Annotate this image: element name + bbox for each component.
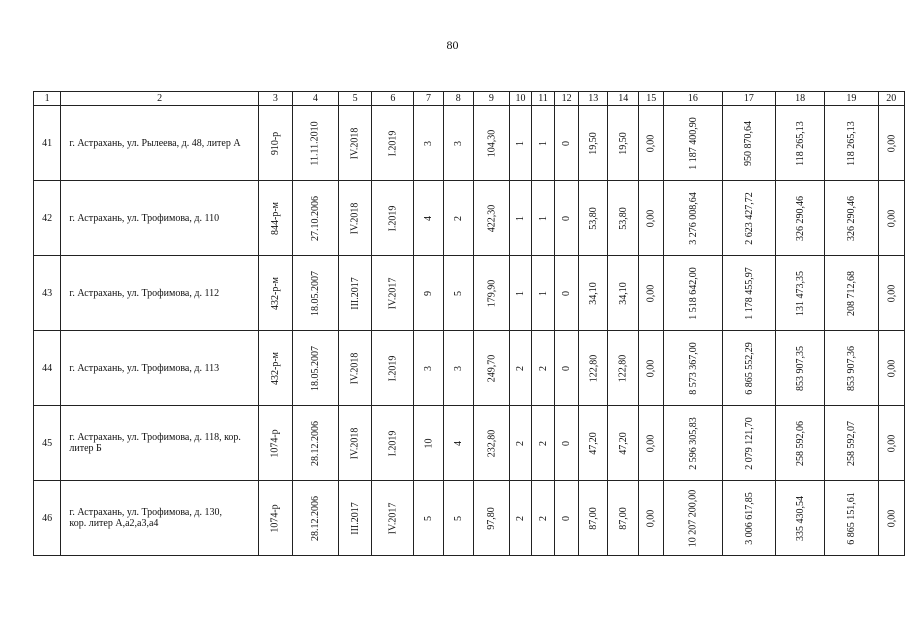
cell-value: 19,50 — [617, 131, 629, 155]
cell-value: III.2017 — [349, 501, 361, 535]
data-table — [33, 91, 905, 556]
cell-c15 — [639, 181, 664, 256]
cell-c18 — [776, 106, 825, 181]
address-cell — [61, 481, 259, 556]
cell-value: 5 — [452, 290, 464, 296]
cell-start — [338, 181, 372, 256]
cell-c7 — [414, 406, 444, 481]
cell-c15 — [639, 406, 664, 481]
cell-date — [292, 481, 338, 556]
cell-value: 2 — [452, 215, 464, 221]
cell-value: IV.2018 — [349, 427, 361, 459]
cell-doc — [258, 406, 292, 481]
cell-value: 3 — [423, 365, 435, 371]
cell-value: 232,80 — [485, 429, 497, 457]
column-header: 20 — [878, 92, 904, 106]
cell-value: 34,10 — [617, 281, 629, 305]
column-header: 11 — [532, 92, 555, 106]
cell-value: 10 207 200,00 — [687, 489, 699, 547]
cell-c17 — [722, 256, 776, 331]
cell-doc — [258, 181, 292, 256]
cell-value: 28.12.2006 — [309, 495, 321, 541]
cell-start — [338, 406, 372, 481]
page-number: 80 — [446, 38, 459, 52]
cell-c15 — [639, 481, 664, 556]
cell-c14 — [608, 481, 639, 556]
cell-value: 422,30 — [485, 204, 497, 232]
row-number: 41 — [34, 106, 61, 181]
cell-value: 4 — [452, 440, 464, 446]
cell-c16 — [664, 181, 723, 256]
cell-value: 19,50 — [587, 131, 599, 155]
cell-c13 — [579, 181, 608, 256]
cell-value: 0,00 — [645, 509, 657, 527]
cell-c12 — [554, 331, 578, 406]
cell-c11 — [532, 406, 555, 481]
cell-c12 — [554, 256, 578, 331]
cell-value: 432-р-м — [269, 276, 281, 310]
cell-value: 9 — [423, 290, 435, 296]
cell-value: 28.12.2006 — [309, 420, 321, 466]
column-header: 8 — [443, 92, 473, 106]
cell-c11 — [532, 181, 555, 256]
address-line: г. Астрахань, ул. Трофимова, д. 118, кор. литер Б — [69, 432, 241, 454]
row-number: 45 — [34, 406, 61, 481]
cell-c9 — [473, 106, 509, 181]
cell-value: 258 592,07 — [845, 420, 857, 466]
cell-value: 326 290,46 — [845, 195, 857, 241]
column-header: 13 — [579, 92, 608, 106]
cell-value: 0 — [561, 290, 573, 296]
cell-c14 — [608, 331, 639, 406]
cell-value: 208 712,68 — [845, 270, 857, 316]
cell-value: IV.2018 — [349, 352, 361, 384]
cell-value: I.2019 — [387, 430, 399, 456]
cell-value: I.2019 — [387, 205, 399, 231]
cell-value: 97,80 — [485, 506, 497, 530]
address-line: г. Астрахань, ул. Трофимова, д. 110 — [69, 212, 220, 224]
cell-c9 — [473, 406, 509, 481]
cell-doc — [258, 256, 292, 331]
cell-value: 0,00 — [645, 209, 657, 227]
cell-value: 1 — [537, 140, 549, 146]
cell-c19 — [825, 181, 879, 256]
table-row — [34, 331, 905, 406]
cell-c12 — [554, 181, 578, 256]
cell-value: 10 — [423, 438, 435, 448]
address-cell — [61, 331, 259, 406]
cell-value: 3 — [452, 365, 464, 371]
address-cell — [61, 256, 259, 331]
row-number: 44 — [34, 331, 61, 406]
cell-value: 5 — [452, 515, 464, 521]
cell-c12 — [554, 106, 578, 181]
cell-value: 87,00 — [617, 506, 629, 530]
cell-c20 — [878, 406, 904, 481]
cell-value: 2 596 305,83 — [687, 416, 699, 470]
row-number: 42 — [34, 181, 61, 256]
cell-value: 844-р-м — [269, 201, 281, 235]
cell-value: 249,70 — [485, 354, 497, 382]
cell-c17 — [722, 481, 776, 556]
row-number: 43 — [34, 256, 61, 331]
cell-value: I.2019 — [387, 355, 399, 381]
cell-c10 — [509, 181, 531, 256]
table-row — [34, 481, 905, 556]
cell-c17 — [722, 331, 776, 406]
cell-value: 0 — [561, 440, 573, 446]
cell-value: 27.10.2006 — [309, 195, 321, 241]
cell-c10 — [509, 256, 531, 331]
column-header: 10 — [509, 92, 531, 106]
cell-value: 0,00 — [645, 134, 657, 152]
cell-value: 1 187 400,90 — [687, 116, 699, 170]
cell-value: 0,00 — [885, 509, 897, 527]
cell-value: 34,10 — [587, 281, 599, 305]
cell-c19 — [825, 331, 879, 406]
cell-value: 4 — [423, 215, 435, 221]
address-cell — [61, 406, 259, 481]
cell-date — [292, 331, 338, 406]
cell-start — [338, 256, 372, 331]
cell-value: 53,80 — [617, 206, 629, 230]
cell-value: 2 — [515, 365, 527, 371]
cell-value: 47,20 — [587, 431, 599, 455]
cell-value: 853 907,36 — [845, 345, 857, 391]
column-header: 14 — [608, 92, 639, 106]
cell-c14 — [608, 106, 639, 181]
cell-c18 — [776, 331, 825, 406]
cell-start — [338, 331, 372, 406]
cell-c8 — [443, 256, 473, 331]
cell-value: 6 865 552,29 — [743, 341, 755, 395]
cell-c9 — [473, 256, 509, 331]
cell-value: 179,90 — [485, 279, 497, 307]
cell-value: 2 — [537, 365, 549, 371]
cell-value: 0,00 — [645, 434, 657, 452]
cell-c9 — [473, 331, 509, 406]
cell-c7 — [414, 481, 444, 556]
cell-c20 — [878, 331, 904, 406]
cell-value: 0,00 — [885, 284, 897, 302]
cell-c8 — [443, 406, 473, 481]
cell-value: 8 573 367,00 — [687, 341, 699, 395]
cell-c7 — [414, 256, 444, 331]
cell-value: 2 — [515, 515, 527, 521]
cell-c10 — [509, 481, 531, 556]
column-header: 17 — [722, 92, 776, 106]
cell-c14 — [608, 181, 639, 256]
cell-value: 0 — [561, 365, 573, 371]
cell-c16 — [664, 106, 723, 181]
cell-c19 — [825, 481, 879, 556]
cell-c11 — [532, 256, 555, 331]
table-row — [34, 406, 905, 481]
cell-c16 — [664, 406, 723, 481]
cell-c13 — [579, 406, 608, 481]
cell-value: 1 — [537, 215, 549, 221]
cell-c20 — [878, 106, 904, 181]
cell-value: 3 — [452, 140, 464, 146]
column-header: 16 — [664, 92, 723, 106]
cell-value: 0 — [561, 215, 573, 221]
cell-value: 1074-р — [269, 503, 281, 533]
cell-c17 — [722, 106, 776, 181]
cell-c14 — [608, 256, 639, 331]
cell-c16 — [664, 256, 723, 331]
cell-c11 — [532, 481, 555, 556]
cell-value: 6 865 151,61 — [845, 491, 857, 545]
cell-value: IV.2017 — [387, 502, 399, 534]
cell-c8 — [443, 481, 473, 556]
address-line: г. Астрахань, ул. Трофимова, д. 112 — [69, 287, 220, 299]
cell-c11 — [532, 106, 555, 181]
cell-c15 — [639, 106, 664, 181]
column-header: 3 — [258, 92, 292, 106]
cell-value: 3 — [423, 140, 435, 146]
cell-value: 118 265,13 — [845, 120, 857, 166]
address-line-2: кор. литер А,а2,а3,а4 — [69, 518, 159, 529]
cell-value: 118 265,13 — [794, 120, 806, 166]
cell-value: 0,00 — [645, 359, 657, 377]
column-header: 4 — [292, 92, 338, 106]
cell-c12 — [554, 481, 578, 556]
cell-c16 — [664, 331, 723, 406]
cell-start — [338, 106, 372, 181]
cell-c19 — [825, 406, 879, 481]
cell-value: 1 — [515, 140, 527, 146]
cell-value: 1 — [537, 290, 549, 296]
cell-end — [372, 481, 414, 556]
cell-value: 910-р — [269, 131, 281, 155]
cell-c19 — [825, 256, 879, 331]
cell-value: 2 623 427,72 — [743, 191, 755, 245]
cell-value: 122,80 — [587, 354, 599, 382]
cell-c9 — [473, 181, 509, 256]
cell-c10 — [509, 106, 531, 181]
address-cell — [61, 181, 259, 256]
cell-c7 — [414, 331, 444, 406]
cell-value: 2 079 121,70 — [743, 416, 755, 470]
cell-c16 — [664, 481, 723, 556]
cell-value: I.2019 — [387, 130, 399, 156]
table-row — [34, 106, 905, 181]
cell-value: 335 430,54 — [794, 495, 806, 541]
cell-value: 853 907,35 — [794, 345, 806, 391]
cell-value: 0,00 — [885, 359, 897, 377]
address-line: г. Астрахань, ул. Рылеева, д. 48, литер А — [69, 137, 241, 149]
cell-value: 3 006 617,85 — [743, 491, 755, 545]
column-header: 12 — [554, 92, 578, 106]
cell-value: 5 — [423, 515, 435, 521]
header-row — [34, 92, 905, 106]
cell-value: 104,30 — [485, 129, 497, 157]
cell-value: 122,80 — [617, 354, 629, 382]
cell-c20 — [878, 181, 904, 256]
cell-value: 2 — [515, 440, 527, 446]
cell-value: 3 276 008,64 — [687, 191, 699, 245]
cell-c10 — [509, 406, 531, 481]
cell-value: 2 — [537, 440, 549, 446]
column-header: 7 — [414, 92, 444, 106]
cell-value: 18.05.2007 — [309, 345, 321, 391]
column-header: 19 — [825, 92, 879, 106]
address-line: г. Астрахань, ул. Трофимова, д. 113 — [69, 362, 220, 374]
cell-value: 326 290,46 — [794, 195, 806, 241]
cell-c7 — [414, 181, 444, 256]
cell-value: 258 592,06 — [794, 420, 806, 466]
cell-value: 87,00 — [587, 506, 599, 530]
cell-doc — [258, 331, 292, 406]
cell-value: III.2017 — [349, 276, 361, 310]
cell-c14 — [608, 406, 639, 481]
cell-c11 — [532, 331, 555, 406]
cell-c9 — [473, 481, 509, 556]
cell-value: 131 473,35 — [794, 270, 806, 316]
address-cell — [61, 106, 259, 181]
cell-c8 — [443, 106, 473, 181]
cell-c13 — [579, 331, 608, 406]
cell-c8 — [443, 331, 473, 406]
cell-end — [372, 256, 414, 331]
cell-c10 — [509, 331, 531, 406]
cell-value: 1074-р — [269, 428, 281, 458]
cell-date — [292, 406, 338, 481]
cell-value: 950 870,64 — [743, 120, 755, 166]
cell-end — [372, 106, 414, 181]
cell-value: 1 — [515, 290, 527, 296]
cell-value: IV.2017 — [387, 277, 399, 309]
cell-c19 — [825, 106, 879, 181]
cell-c20 — [878, 481, 904, 556]
cell-value: 1 178 455,97 — [743, 266, 755, 320]
column-header: 9 — [473, 92, 509, 106]
cell-c17 — [722, 181, 776, 256]
cell-value: 0,00 — [885, 209, 897, 227]
column-header: 1 — [34, 92, 61, 106]
cell-value: 0,00 — [885, 434, 897, 452]
column-header: 18 — [776, 92, 825, 106]
cell-date — [292, 106, 338, 181]
cell-c20 — [878, 256, 904, 331]
cell-c12 — [554, 406, 578, 481]
table-row — [34, 181, 905, 256]
cell-value: IV.2018 — [349, 202, 361, 234]
cell-value: 53,80 — [587, 206, 599, 230]
cell-end — [372, 331, 414, 406]
column-header: 2 — [61, 92, 259, 106]
cell-c13 — [579, 256, 608, 331]
cell-start — [338, 481, 372, 556]
cell-c17 — [722, 406, 776, 481]
column-header: 15 — [639, 92, 664, 106]
cell-c13 — [579, 106, 608, 181]
cell-c7 — [414, 106, 444, 181]
cell-value: 1 — [515, 215, 527, 221]
cell-c18 — [776, 481, 825, 556]
cell-c8 — [443, 181, 473, 256]
cell-doc — [258, 481, 292, 556]
cell-end — [372, 181, 414, 256]
cell-value: 1 518 642,00 — [687, 266, 699, 320]
cell-value: 0,00 — [885, 134, 897, 152]
cell-value: 0 — [561, 140, 573, 146]
table-row — [34, 256, 905, 331]
column-header: 5 — [338, 92, 372, 106]
cell-value: 47,20 — [617, 431, 629, 455]
cell-value: 432-р-м — [269, 351, 281, 385]
cell-value: 0,00 — [645, 284, 657, 302]
cell-value: IV.2018 — [349, 127, 361, 159]
column-header: 6 — [372, 92, 414, 106]
cell-value: 0 — [561, 515, 573, 521]
cell-c18 — [776, 406, 825, 481]
cell-c13 — [579, 481, 608, 556]
cell-c15 — [639, 256, 664, 331]
cell-c18 — [776, 256, 825, 331]
cell-doc — [258, 106, 292, 181]
row-number: 46 — [34, 481, 61, 556]
cell-value: 11.11.2010 — [309, 120, 321, 166]
cell-end — [372, 406, 414, 481]
cell-value: 18.05.2007 — [309, 270, 321, 316]
address-line: г. Астрахань, ул. Трофимова, д. 130, — [69, 507, 222, 518]
cell-value: 2 — [537, 515, 549, 521]
cell-c18 — [776, 181, 825, 256]
cell-date — [292, 256, 338, 331]
cell-c15 — [639, 331, 664, 406]
cell-date — [292, 181, 338, 256]
